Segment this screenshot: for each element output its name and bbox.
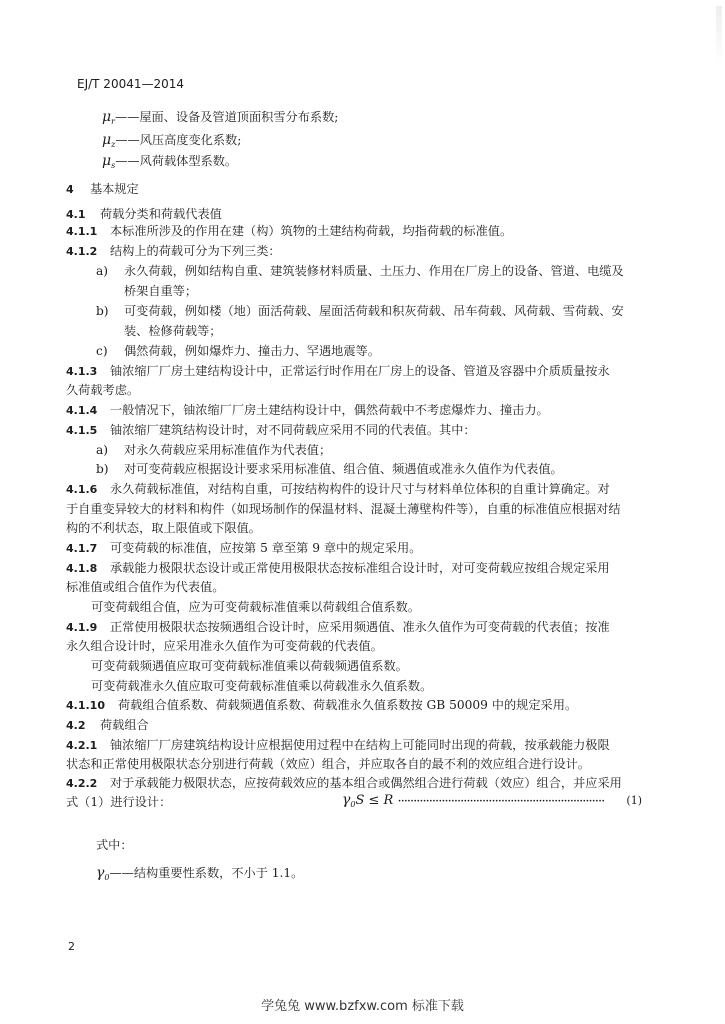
clause-4-2-1-cont: 状态和正常使用极限状态分别进行荷载（效应）组合，并应取各自的最不利的效应组合进行设计。 <box>66 757 591 771</box>
symbol-def-mu-z <box>102 131 241 149</box>
clause-text: 铀浓缩厂厂房土建结构设计中，正常运行时作用在厂房上的设备、管道及容器中介质质量按永 <box>110 364 610 378</box>
clause-number: 4.1.3 <box>66 365 98 378</box>
clause-4-1-6 <box>66 480 610 498</box>
symbol-gamma: γ <box>96 865 105 881</box>
list-text: 可变荷载，例如楼（地）面活荷载、屋面活荷载和积灰荷载、吊车荷载、风荷载、雪荷载、安 <box>124 304 624 318</box>
clause-number: 4.1.1 <box>66 225 98 238</box>
list-text: 偶然荷载，例如爆炸力、撞击力、罕遇地震等。 <box>124 344 380 358</box>
symbol-mu: μ <box>102 132 112 148</box>
clause-text: 正常使用极限状态按频遇组合设计时，应采用频遇值、准永久值作为可变荷载的代表值；按准 <box>110 620 610 634</box>
list-item-b-2 <box>96 460 563 478</box>
standard-code-header: EJ/T 20041—2014 <box>77 77 185 91</box>
clause-4-1-7 <box>66 539 421 557</box>
clause-number: 4.2.1 <box>66 739 98 752</box>
clause-4-1-3-cont: 久荷载考虑。 <box>66 383 140 397</box>
symbol-mu: μ <box>102 109 112 125</box>
clause-4-2-1 <box>66 736 610 754</box>
section-4-1-heading <box>66 205 222 223</box>
formula-1 <box>342 792 642 812</box>
clause-4-2-2 <box>66 774 622 792</box>
clause-number: 4.1.10 <box>66 699 105 712</box>
section-4-heading <box>66 180 139 198</box>
where-label: 式中： <box>96 838 133 852</box>
clause-4-1-8-para: 可变荷载组合值，应为可变荷载标准值乘以荷载组合值系数。 <box>91 600 421 614</box>
section-title: 荷载组合 <box>100 718 149 732</box>
clause-4-1-8-cont: 标准值或组合值作为代表值。 <box>66 580 225 594</box>
clause-4-1-10 <box>66 696 577 714</box>
formula-leader-dots: ·································································· <box>397 794 605 809</box>
list-item-a <box>96 262 624 280</box>
clause-4-1-9-para-2: 可变荷载准永久值应取可变荷载标准值乘以荷载准永久值系数。 <box>91 679 433 693</box>
list-item-b-cont: 装、检修荷载等； <box>124 324 222 338</box>
clause-4-1-9 <box>66 618 610 636</box>
list-text: 对永久荷载应采用标准值作为代表值； <box>124 443 332 457</box>
list-item-c <box>96 342 380 360</box>
clause-4-1-5 <box>66 421 476 439</box>
symbol-subscript: s <box>111 161 116 170</box>
clause-text: 一般情况下，铀浓缩厂厂房土建结构设计中，偶然荷载中不考虑爆炸力、撞击力。 <box>110 403 549 417</box>
symbol-def-mu-r <box>102 108 338 126</box>
clause-4-1-3 <box>66 362 610 380</box>
symbol-text: ——风荷载体型系数。 <box>115 154 238 168</box>
clause-4-2-2-cont: 式（1）进行设计： <box>66 795 172 809</box>
scan-edge-shadow <box>716 6 722 66</box>
list-label: b) <box>96 304 109 318</box>
symbol-mu: μ <box>102 153 112 169</box>
section-number: 4.2 <box>66 719 86 732</box>
formula-subscript: 0 <box>350 800 356 809</box>
clause-text: 可变荷载的标准值，应按第 5 章至第 9 章中的规定采用。 <box>110 541 422 555</box>
clause-number: 4.1.9 <box>66 621 98 634</box>
clause-4-1-9-para-1: 可变荷载频遇值应取可变荷载标准值乘以荷载频遇值系数。 <box>91 659 408 673</box>
page-number: 2 <box>68 940 75 953</box>
clause-text: 对于承载能力极限状态，应按荷载效应的基本组合或偶然组合进行荷载（效应）组合，并应采用 <box>110 776 622 790</box>
clause-4-1-9-cont: 永久组合设计时，应采用准永久值作为可变荷载的代表值。 <box>66 639 383 653</box>
clause-4-1-4 <box>66 401 549 419</box>
clause-number: 4.1.6 <box>66 483 98 496</box>
clause-text: 永久荷载标准值，对结构自重，可按结构构件的设计尺寸与材料单位体积的自重计算确定。对 <box>110 482 610 496</box>
list-text: 对可变荷载应根据设计要求采用标准值、组合值、频遇值或准永久值作为代表值。 <box>124 462 563 476</box>
list-item-b <box>96 302 624 320</box>
clause-text: 铀浓缩厂厂房建筑结构设计应根据使用过程中在结构上可能同时出现的荷载，按承载能力极限 <box>110 738 610 752</box>
clause-number: 4.1.5 <box>66 424 98 437</box>
clause-4-1-6-cont-1: 于自重变异较大的材料和构件（如现场制作的保温材料、混凝土薄壁构件等），自重的标准值应根据对结 <box>66 502 621 516</box>
formula-gamma: γ <box>342 792 351 808</box>
clause-text: 荷载组合值系数、荷载频遇值系数、荷载准永久值系数按 GB 50009 中的规定采用。 <box>118 698 578 712</box>
clause-number: 4.1.4 <box>66 404 98 417</box>
section-number: 4 <box>66 183 74 196</box>
list-label: c) <box>96 344 108 358</box>
clause-4-1-6-cont-2: 构的不利状态，取上限值或下限值。 <box>66 521 261 535</box>
symbol-subscript: z <box>111 140 116 149</box>
section-4-2-heading <box>66 716 149 734</box>
section-title: 基本规定 <box>90 182 139 196</box>
list-item-a-cont: 桥架自重等； <box>124 284 198 298</box>
clause-text: 结构上的荷载可分为下列三类： <box>110 244 281 258</box>
list-label: a) <box>96 264 109 278</box>
symbol-subscript: 0 <box>104 873 110 882</box>
list-label: b) <box>96 462 109 476</box>
clause-text: 本标准所涉及的作用在建（构）筑物的土建结构荷载，均指荷载的标准值。 <box>110 224 513 238</box>
clause-number: 4.1.7 <box>66 542 98 555</box>
clause-text: 承载能力极限状态设计或正常使用极限状态按标准组合设计时，对可变荷载应按组合规定采用 <box>110 561 610 575</box>
symbol-text: ——结构重要性系数，不小于 1.1。 <box>109 866 304 880</box>
formula-number: (1) <box>626 794 642 807</box>
clause-4-1-8 <box>66 559 610 577</box>
symbol-subscript: r <box>111 117 115 126</box>
list-text: 永久荷载，例如结构自重、建筑装修材料质量、土压力、作用在厂房上的设备、管道、电缆及 <box>124 264 624 278</box>
clause-text: 铀浓缩厂建筑结构设计时，对不同荷载应采用不同的代表值。其中： <box>110 423 476 437</box>
section-title: 荷载分类和荷载代表值 <box>100 207 222 221</box>
clause-number: 4.2.2 <box>66 777 98 790</box>
list-label: a) <box>96 443 109 457</box>
clause-number: 4.1.2 <box>66 245 98 258</box>
symbol-text: ——风压高度变化系数; <box>115 133 242 147</box>
clause-4-1-1 <box>66 222 512 240</box>
clause-number: 4.1.8 <box>66 562 98 575</box>
symbol-def-mu-s <box>102 152 237 170</box>
symbol-text: ——屋面、设备及管道顶面积雪分布系数; <box>114 110 339 124</box>
formula-expression: S ≤ R <box>355 793 394 808</box>
list-item-a-2 <box>96 441 331 459</box>
section-number: 4.1 <box>66 208 86 221</box>
watermark-footer: 学兔兔 www.bzfxw.com 标准下载 <box>261 999 464 1014</box>
gamma-definition <box>96 864 303 882</box>
clause-4-1-2 <box>66 242 281 260</box>
